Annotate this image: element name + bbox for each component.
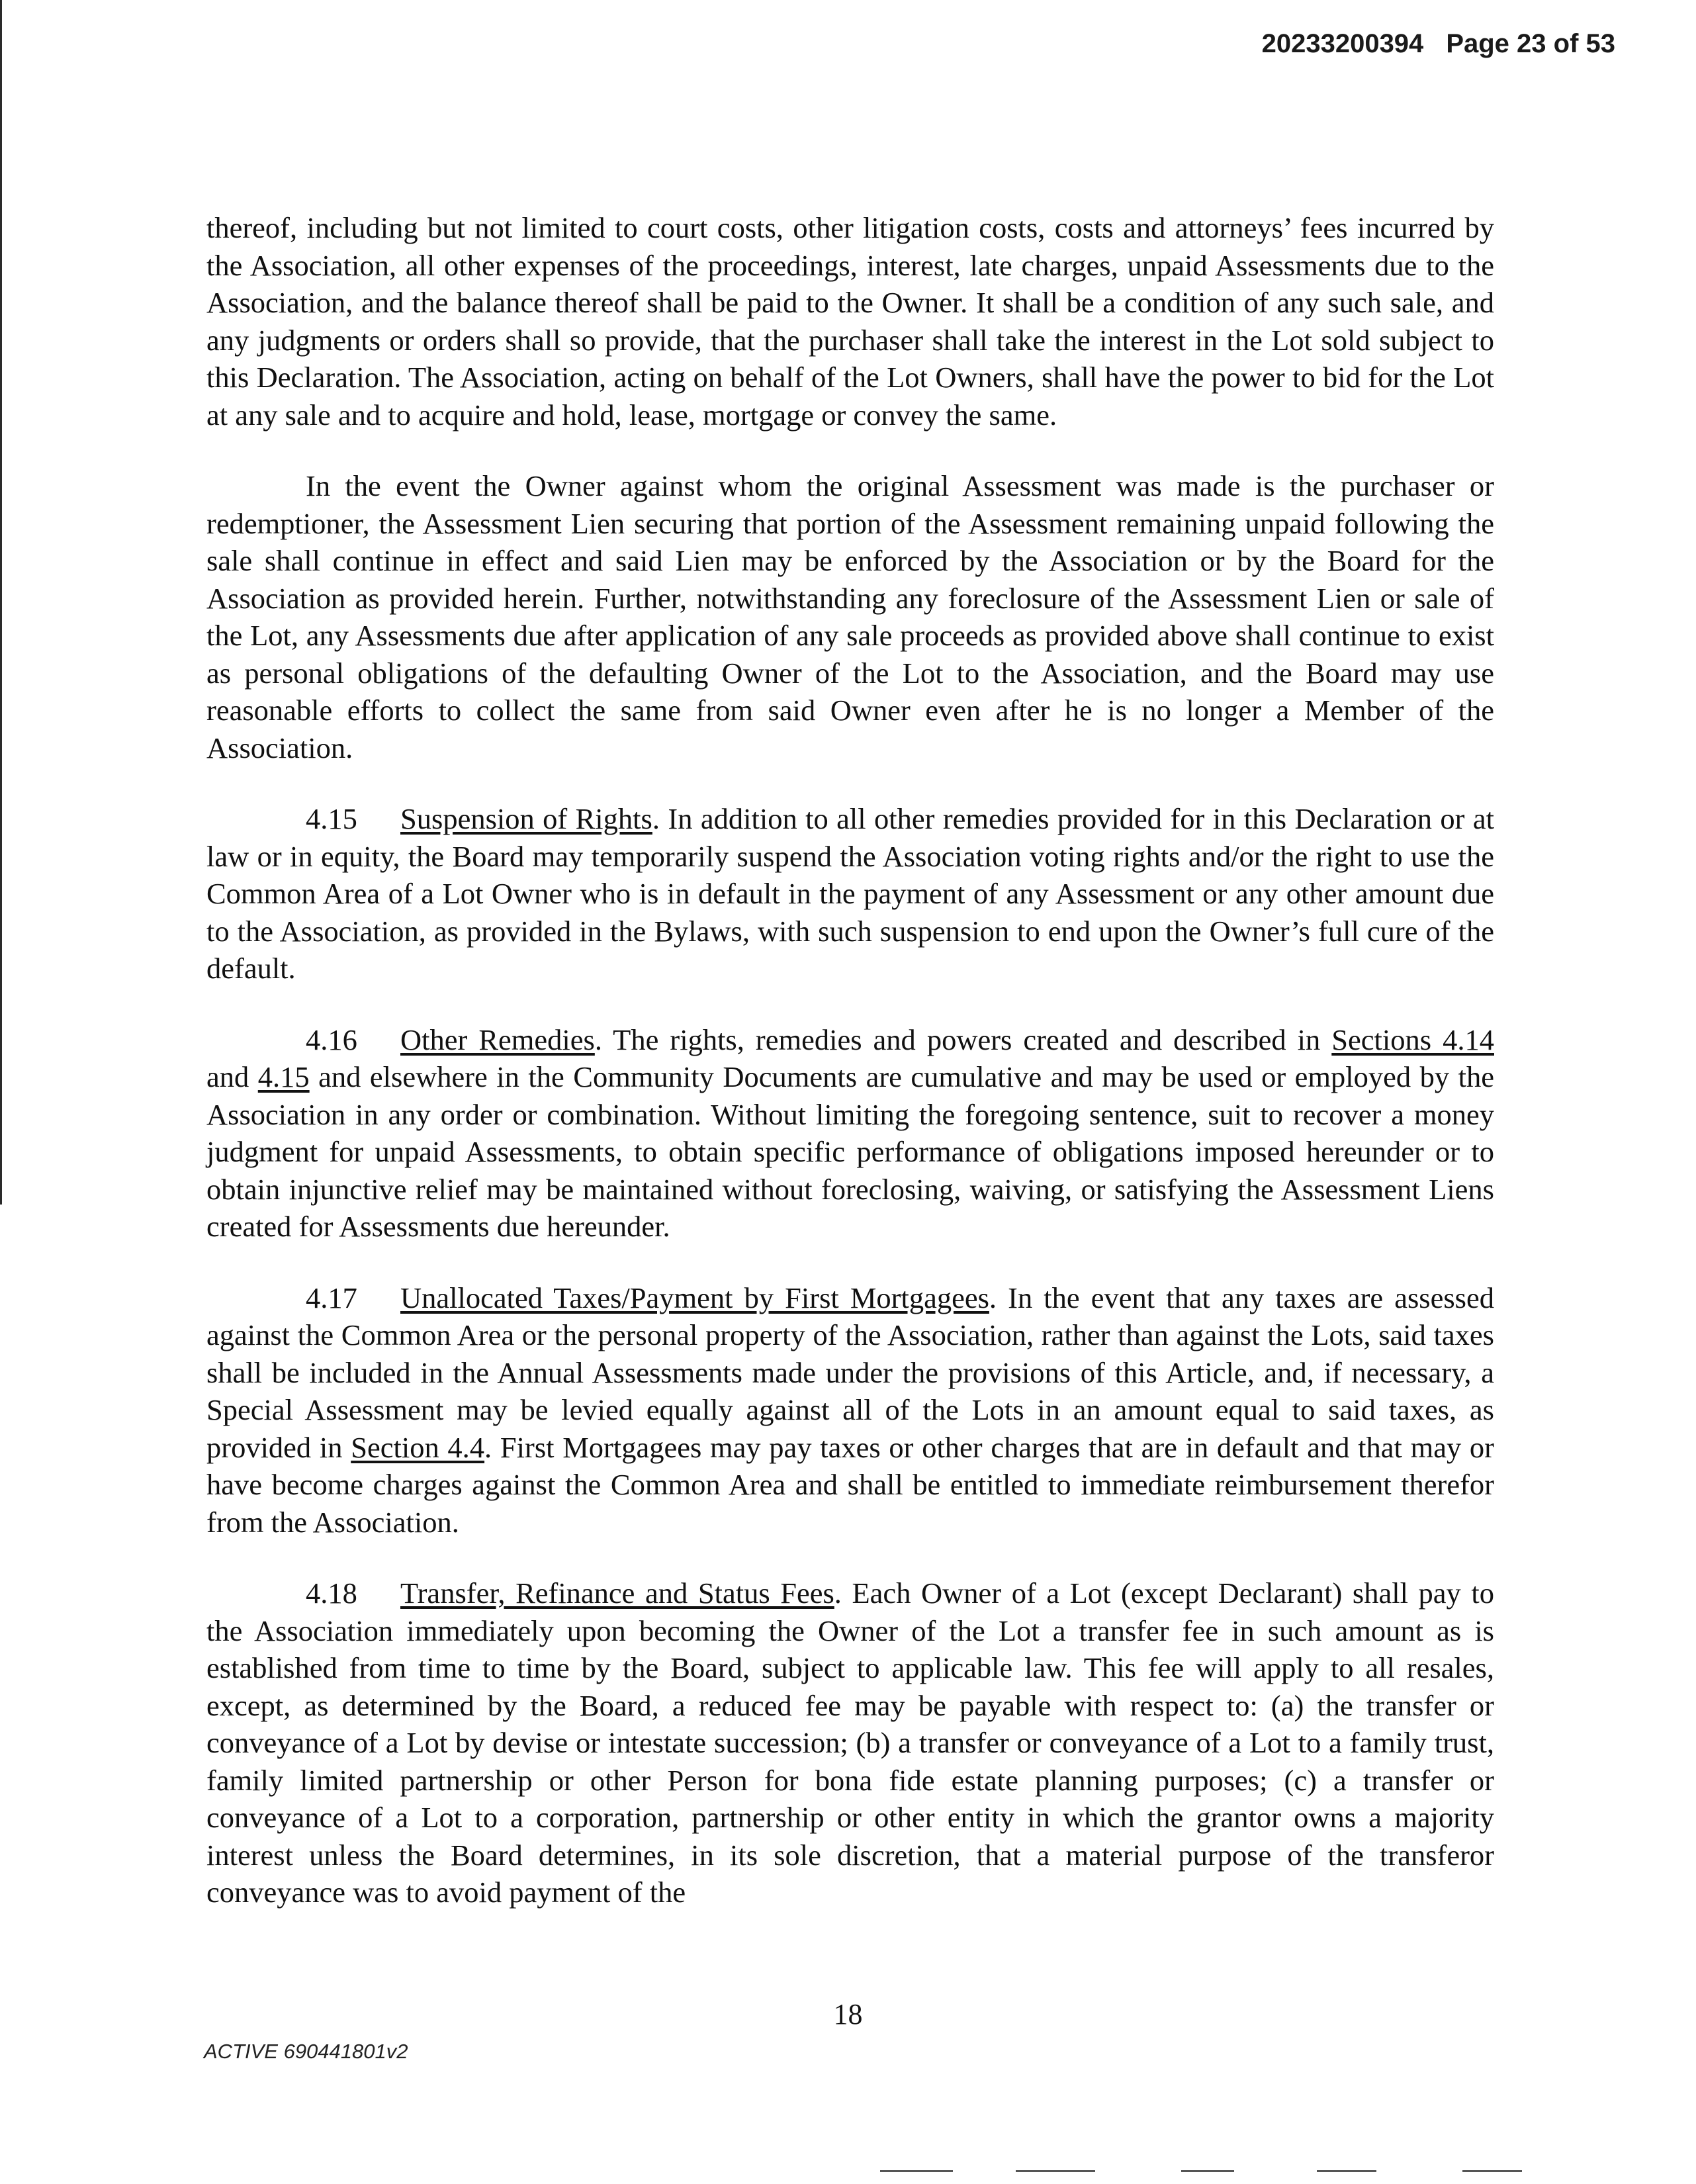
section-number: 4.18	[306, 1576, 357, 1610]
section-cross-reference: 4.15	[257, 1060, 310, 1093]
paragraph-continuation: thereof, including but not limited to court costs, other litigation costs, costs and attorneys’ fees incurred by the Association, all other expenses of the proceedings, interest, late charges, unpaid Assessments due to the Association, and the balance thereof shall be paid to the Owner. It shall be a condition of any such sale, and any judgments or orders shall so provide, that the purchaser shall take the interest in the Lot sold subject to this Declaration. The Association, acting on behalf of the Lot Owners, shall have the power to bid for the Lot at any sale and to acquire and hold, lease, mortgage or convey the same.	[206, 211, 1494, 432]
section-title: Suspension of Rights	[400, 802, 652, 835]
section-text: . First Mortgagees may pay taxes or other charges that are in default and that may or have become charges against the Common Area and shall be entitled to immediate reimbursement therefor from the Association.	[206, 1430, 1494, 1539]
recording-stamp	[1262, 29, 1615, 59]
page-count-label: Page 23 of 53	[1446, 29, 1615, 58]
section-text: . The rights, remedies and powers created and described in	[594, 1023, 1332, 1056]
scan-left-edge-rule	[0, 0, 2, 1205]
section-number: 4.17	[306, 1281, 357, 1314]
section-text: . In addition to all other remedies provided for in this Declaration or at law or in equity, the Board may temporarily suspend the Association voting rights and/or the right to use the Common Area of a Lot Owner who is in default in the payment of any Assessment or any other amount due to the Association, as provided in the Bylaws, with such suspension to end upon the Owner’s full cure of the default.	[206, 802, 1494, 985]
section-4-18	[206, 1574, 1494, 1911]
section-4-15	[206, 800, 1494, 987]
section-text: . Each Owner of a Lot (except Declarant) shall pay to the Association immediately upon becoming the Owner of the Lot a transfer fee in such amount as is established from time to time by the Board, subject to applicable law. This fee will apply to all resales, except, as determined by the Board, a reduced fee may be payable with respect to: (a) the transfer or conveyance of a Lot by devise or intestate succession; (b) a transfer or conveyance of a Lot to a family trust, family limited partnership or other Person for bona fide estate planning purposes; (c) a transfer or conveyance of a Lot to a corporation, partnership or other entity in which the grantor owns a majority interest unless the Board determines, in its sole discretion, that a material purpose of the transferor conveyance was to avoid payment of the	[206, 1576, 1494, 1909]
document-body	[206, 209, 1494, 1945]
document-id: ACTIVE 690441801v2	[204, 2040, 408, 2063]
section-4-16	[206, 1021, 1494, 1246]
document-number: 20233200394	[1261, 29, 1424, 58]
scan-bottom-marks	[880, 2170, 1608, 2173]
section-title: Other Remedies	[400, 1023, 595, 1056]
section-4-17	[206, 1279, 1494, 1541]
section-text: . In the event that any taxes are assessed against the Common Area or the personal property of the Association, rather than against the Lots, said taxes shall be included in the Annual Assessments made under the provisions of this Article, and, if necessary, a Special Assessment may be levied equally against all of the Lots in an amount equal to said taxes, as provided in	[206, 1281, 1494, 1464]
section-cross-reference: Sections 4.14	[1331, 1023, 1494, 1056]
section-title: Transfer, Refinance and Status Fees	[400, 1576, 834, 1610]
section-text: and	[206, 1060, 258, 1093]
page-number: 18	[833, 1998, 863, 2030]
section-title: Unallocated Taxes/Payment by First Mortgagees	[400, 1281, 989, 1314]
section-cross-reference: Section 4.4	[351, 1430, 485, 1464]
paragraph-purchaser-redemptioner: In the event the Owner against whom the original Assessment was made is the purchaser or redemptioner, the Assessment Lien securing that portion of the Assessment remaining unpaid following the sale shall continue in effect and said Lien may be enforced by the Association or by the Board for the Association as provided herein. Further, notwithstanding any foreclosure of the Assessment Lien or sale of the Lot, any Assessments due after application of any sale proceeds as provided above shall continue to exist as personal obligations of the defaulting Owner of the Lot to the Association, and the Board may use reasonable efforts to collect the same from said Owner even after he is no longer a Member of the Association.	[206, 469, 1494, 764]
section-text: and elsewhere in the Community Documents are cumulative and may be used or employed by the Association in any order or combination. Without limiting the foregoing sentence, suit to recover a money judgment for unpaid Assessments, to obtain specific performance of obligations imposed hereunder or to obtain injunctive relief may be maintained without foreclosing, waiving, or satisfying the Assessment Liens created for Assessments due hereunder.	[206, 1060, 1494, 1243]
section-number: 4.15	[306, 802, 357, 835]
section-number: 4.16	[306, 1023, 357, 1056]
